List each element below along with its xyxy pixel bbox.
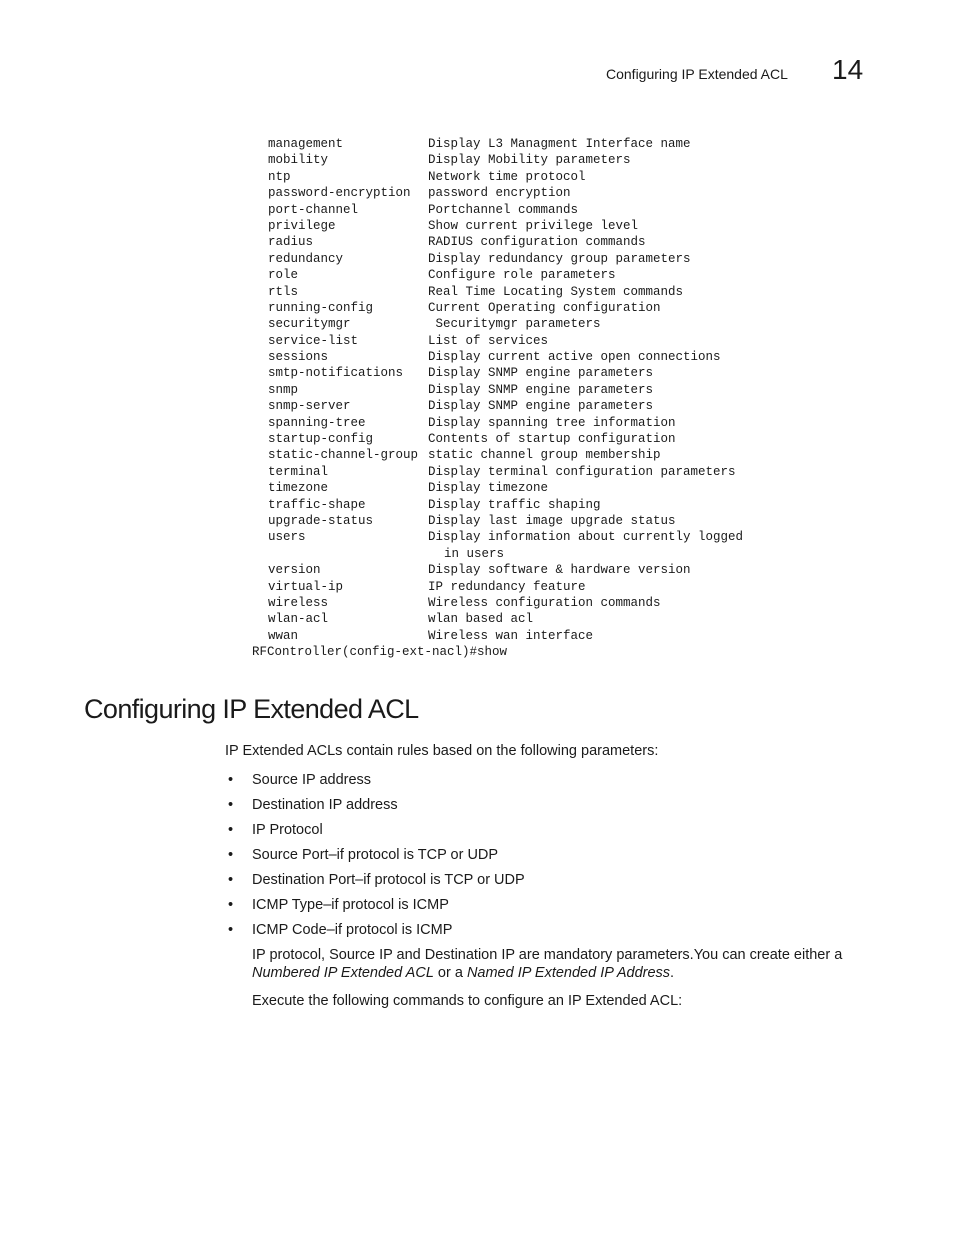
cli-command: sessions xyxy=(268,350,329,365)
cli-command: ntp xyxy=(268,169,291,184)
note-text-3: . xyxy=(670,965,675,981)
cli-description-continued: in users xyxy=(444,546,505,561)
note-text-1: IP protocol, Source IP and Destination IP are mandatory parameters.You can create either a xyxy=(252,947,843,963)
cli-description: Display software & hardware version xyxy=(428,563,691,578)
cli-description: Display current active open connections xyxy=(428,350,721,365)
cli-description: Display information about currently logged xyxy=(428,530,744,545)
cli-row xyxy=(252,628,743,644)
cli-description: static channel group membership xyxy=(428,448,661,463)
cli-row xyxy=(252,464,743,480)
cli-command: running-config xyxy=(268,300,374,315)
cli-command: startup-config xyxy=(268,432,374,447)
cli-row xyxy=(252,497,743,513)
cli-description: Display Mobility parameters xyxy=(428,153,631,168)
cli-row xyxy=(252,398,743,414)
cli-row xyxy=(252,316,743,332)
bullet-icon: • xyxy=(228,797,234,813)
note-emphasis-2: Named IP Extended IP Address xyxy=(466,965,671,981)
cli-command: port-channel xyxy=(268,202,359,217)
cli-command: management xyxy=(268,137,344,151)
cli-row xyxy=(252,267,743,283)
cli-command: privilege xyxy=(268,218,336,233)
bullet-icon: • xyxy=(228,922,234,938)
cli-description: Securitymgr parameters xyxy=(428,317,601,332)
cli-row xyxy=(252,382,743,398)
cli-command: version xyxy=(268,563,321,578)
section-title: Configuring IP Extended ACL xyxy=(84,694,419,724)
cli-command: wwan xyxy=(268,628,299,643)
cli-description: Display timezone xyxy=(428,481,549,496)
cli-row xyxy=(252,300,743,316)
cli-description: Show current privilege level xyxy=(428,218,639,233)
execute-note: Execute the following commands to configure an IP Extended ACL: xyxy=(252,993,683,1009)
cli-row xyxy=(252,349,743,365)
cli-command: virtual-ip xyxy=(268,579,344,594)
cli-command: users xyxy=(268,530,306,545)
parameter-list xyxy=(225,771,525,946)
cli-row xyxy=(252,202,743,218)
cli-row xyxy=(252,480,743,496)
cli-description: Display SNMP engine parameters xyxy=(428,366,654,381)
cli-row xyxy=(252,595,743,611)
list-item xyxy=(225,921,525,946)
bullet-icon: • xyxy=(228,897,234,913)
cli-row xyxy=(252,333,743,349)
cli-row xyxy=(252,431,743,447)
cli-description: Display SNMP engine parameters xyxy=(428,399,654,414)
cli-description: Display L3 Managment Interface name xyxy=(428,137,691,151)
cli-description: Display spanning tree information xyxy=(428,415,676,430)
cli-row xyxy=(252,152,743,168)
list-item-text: Source Port–if protocol is TCP or UDP xyxy=(252,847,499,863)
cli-command: terminal xyxy=(268,464,329,479)
list-item xyxy=(225,796,525,821)
cli-description: Wireless wan interface xyxy=(428,628,594,643)
cli-command: rtls xyxy=(268,284,299,299)
list-item-text: Destination Port–if protocol is TCP or UDP xyxy=(252,872,525,888)
cli-command: mobility xyxy=(268,153,329,168)
list-item-text: Source IP address xyxy=(252,772,372,788)
list-item-text: IP Protocol xyxy=(252,822,323,838)
cli-prompt: RFController(config-ext-nacl)#show xyxy=(252,645,508,660)
cli-command: service-list xyxy=(268,333,359,348)
cli-description: Contents of startup configuration xyxy=(428,432,676,447)
cli-command: radius xyxy=(268,235,314,250)
cli-command: snmp xyxy=(268,382,299,397)
cli-description: Network time protocol xyxy=(428,169,586,184)
cli-command: password-encryption xyxy=(268,186,411,201)
bullet-icon: • xyxy=(228,772,234,788)
note-text-2: or a xyxy=(433,965,467,981)
cli-description: Display last image upgrade status xyxy=(428,513,676,528)
cli-command: securitymgr xyxy=(268,317,351,332)
cli-row xyxy=(252,136,743,152)
cli-row xyxy=(252,185,743,201)
cli-command: redundancy xyxy=(268,251,344,266)
mandatory-note xyxy=(252,946,872,982)
cli-description: RADIUS configuration commands xyxy=(428,235,646,250)
cli-description: IP redundancy feature xyxy=(428,579,586,594)
list-item-text: ICMP Type–if protocol is ICMP xyxy=(252,897,449,913)
cli-description: Wireless configuration commands xyxy=(428,595,661,610)
list-item-text: Destination IP address xyxy=(252,797,398,813)
cli-command: timezone xyxy=(268,481,329,496)
cli-command: static-channel-group xyxy=(268,448,419,463)
cli-row xyxy=(252,447,743,463)
cli-command: smtp-notifications xyxy=(268,366,404,381)
cli-description: Real Time Locating System commands xyxy=(428,284,684,299)
cli-description: password encryption xyxy=(428,186,571,201)
cli-description: Display SNMP engine parameters xyxy=(428,382,654,397)
cli-description: Configure role parameters xyxy=(428,268,616,283)
cli-command: wireless xyxy=(268,595,329,610)
cli-command: wlan-acl xyxy=(268,612,329,627)
cli-description: Display terminal configuration parameters xyxy=(428,464,736,479)
list-item xyxy=(225,871,525,896)
bullet-icon: • xyxy=(228,872,234,888)
cli-row xyxy=(252,513,743,529)
list-item xyxy=(225,846,525,871)
running-header: Configuring IP Extended ACL xyxy=(606,66,788,82)
cli-row xyxy=(252,579,743,595)
list-item xyxy=(225,821,525,846)
cli-row xyxy=(252,562,743,578)
cli-row xyxy=(252,234,743,250)
cli-command: traffic-shape xyxy=(268,497,366,512)
cli-row xyxy=(252,284,743,300)
cli-command: snmp-server xyxy=(268,399,351,414)
cli-description: Current Operating configuration xyxy=(428,300,661,315)
cli-row xyxy=(252,611,743,627)
cli-command: upgrade-status xyxy=(268,513,374,528)
list-item xyxy=(225,771,525,796)
chapter-number: 14 xyxy=(832,54,864,85)
cli-row xyxy=(252,218,743,234)
cli-row xyxy=(252,365,743,381)
cli-row xyxy=(252,415,743,431)
note-emphasis-1: Numbered IP Extended ACL xyxy=(252,965,434,981)
list-item-text: ICMP Code–if protocol is ICMP xyxy=(252,922,453,938)
intro-text: IP Extended ACLs contain rules based on the following parameters: xyxy=(225,743,659,759)
list-item xyxy=(225,896,525,921)
cli-row xyxy=(252,529,743,545)
cli-row xyxy=(252,251,743,267)
cli-row xyxy=(252,169,743,185)
cli-command: spanning-tree xyxy=(268,415,366,430)
bullet-icon: • xyxy=(228,822,234,838)
cli-description: Portchannel commands xyxy=(428,202,579,217)
cli-description: Display traffic shaping xyxy=(428,497,601,512)
bullet-icon: • xyxy=(228,847,234,863)
cli-description: Display redundancy group parameters xyxy=(428,251,691,266)
code-rows xyxy=(252,136,743,644)
cli-output xyxy=(252,136,743,661)
cli-description: wlan based acl xyxy=(428,612,534,627)
cli-description: List of services xyxy=(428,333,549,348)
cli-command: role xyxy=(268,268,299,283)
